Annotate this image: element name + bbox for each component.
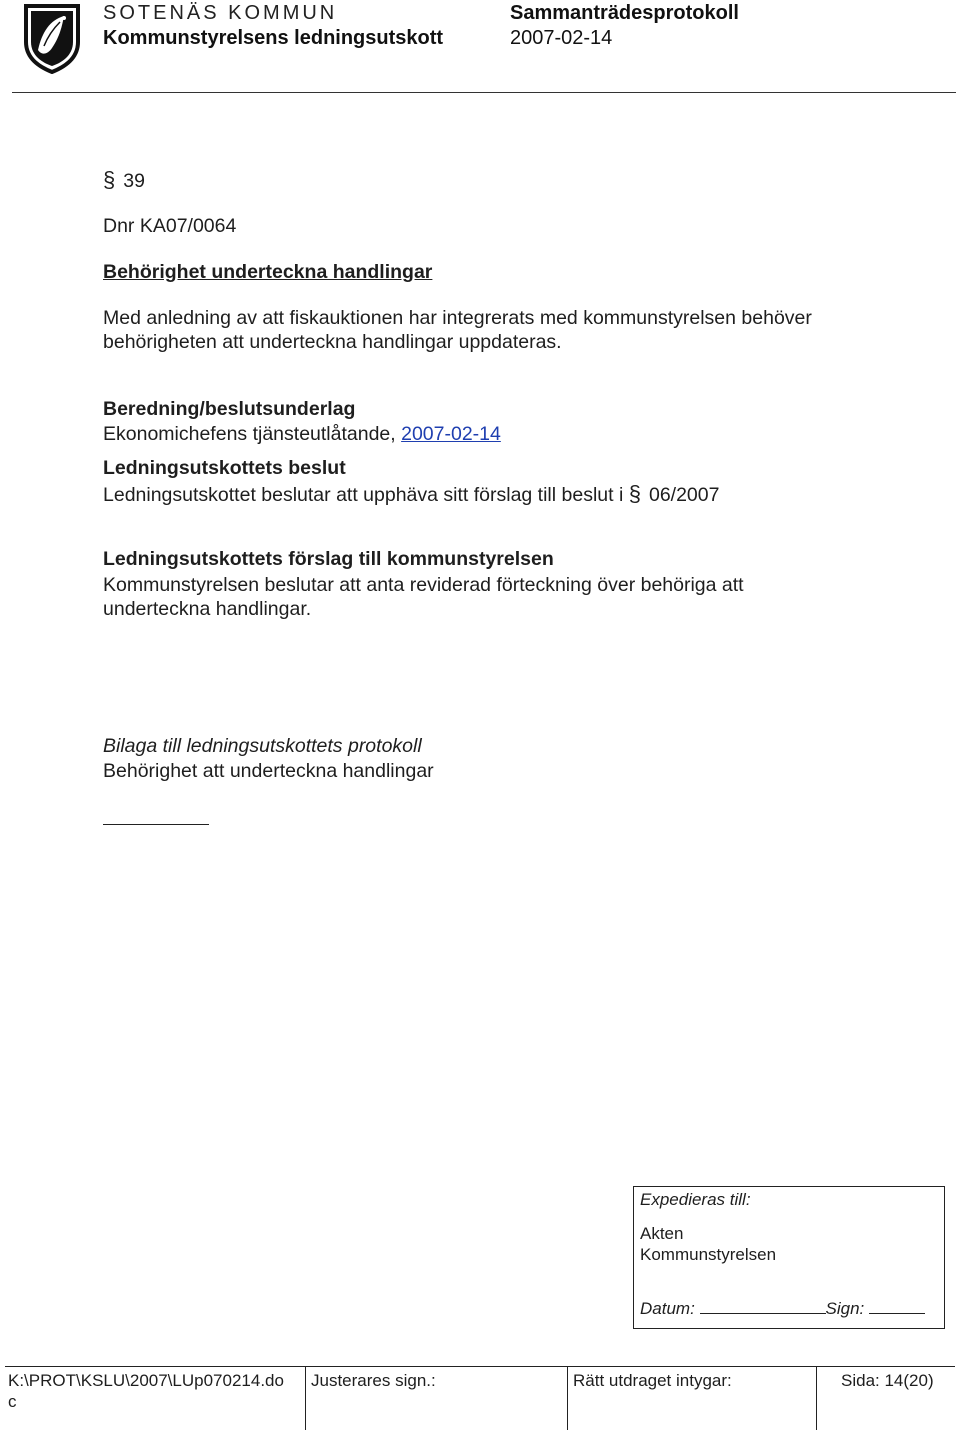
closing-rule xyxy=(103,824,209,825)
dnr-reference: Dnr KA07/0064 xyxy=(103,215,237,237)
committee-name: Kommunstyrelsens ledningsutskott xyxy=(103,27,444,49)
file-path-line-1: K:\PROT\KSLU\2007\LUp070214.do xyxy=(8,1371,284,1390)
footer-divider xyxy=(5,1366,955,1367)
footer-file-path xyxy=(8,1370,284,1412)
sign-blank xyxy=(869,1300,925,1314)
file-path-line-2: c xyxy=(8,1392,17,1411)
footer-column-divider xyxy=(305,1366,306,1430)
footer-column-divider xyxy=(816,1366,817,1430)
beslut-text xyxy=(103,482,719,507)
footer-utdrag: Rätt utdraget intygar: xyxy=(573,1371,732,1390)
paragraph-number xyxy=(103,168,145,193)
bilaga-text: Behörighet att underteckna handlingar xyxy=(103,760,434,782)
sign-label: Sign: xyxy=(825,1299,865,1318)
meeting-date: 2007-02-14 xyxy=(510,27,613,49)
forslag-text-line-2: underteckna handlingar. xyxy=(103,598,312,620)
municipal-crest-logo xyxy=(22,2,82,74)
header-divider xyxy=(12,92,956,93)
distribution-title: Expedieras till: xyxy=(640,1190,751,1209)
footer-justerares: Justerares sign.: xyxy=(311,1371,436,1390)
datum-label: Datum: xyxy=(640,1299,695,1318)
distribution-box xyxy=(633,1186,945,1329)
beslut-description: Ledningsutskottet beslutar att upphäva sitt förslag till beslut i xyxy=(103,484,629,506)
beredning-description: Ekonomichefens tjänsteutlåtande, xyxy=(103,423,402,445)
paragraph-symbol: § xyxy=(103,167,116,192)
bilaga-heading: Bilaga till ledningsutskottets protokoll xyxy=(103,735,422,757)
datum-blank xyxy=(700,1300,826,1314)
paragraph-number-value: 39 xyxy=(123,170,145,192)
organization-name: SOTENÄS KOMMUN xyxy=(103,2,338,24)
beredning-date-link[interactable]: 2007-02-14 xyxy=(401,423,501,445)
beslut-paragraph-symbol: § xyxy=(628,481,641,506)
recipient-akten: Akten xyxy=(640,1224,684,1243)
beredning-text xyxy=(103,422,501,446)
intro-text-line-1: Med anledning av att fiskauktionen har integrerats med kommunstyrelsen behöver xyxy=(103,307,812,329)
datum-sign-line xyxy=(640,1299,925,1319)
beslut-heading: Ledningsutskottets beslut xyxy=(103,457,346,479)
forslag-text-line-1: Kommunstyrelsen beslutar att anta reviderad förteckning över behöriga att xyxy=(103,574,744,596)
matter-heading: Behörighet underteckna handlingar xyxy=(103,261,433,283)
intro-text-line-2: behörigheten att underteckna handlingar uppdateras. xyxy=(103,331,562,353)
footer-column-divider xyxy=(567,1366,568,1430)
beredning-heading: Beredning/beslutsunderlag xyxy=(103,398,356,420)
beslut-reference: 06/2007 xyxy=(648,484,720,506)
document-type: Sammanträdesprotokoll xyxy=(510,2,739,24)
forslag-heading: Ledningsutskottets förslag till kommunstyrelsen xyxy=(103,548,554,570)
footer-page-number: Sida: 14(20) xyxy=(841,1371,934,1390)
recipient-kommunstyrelsen: Kommunstyrelsen xyxy=(640,1245,777,1264)
